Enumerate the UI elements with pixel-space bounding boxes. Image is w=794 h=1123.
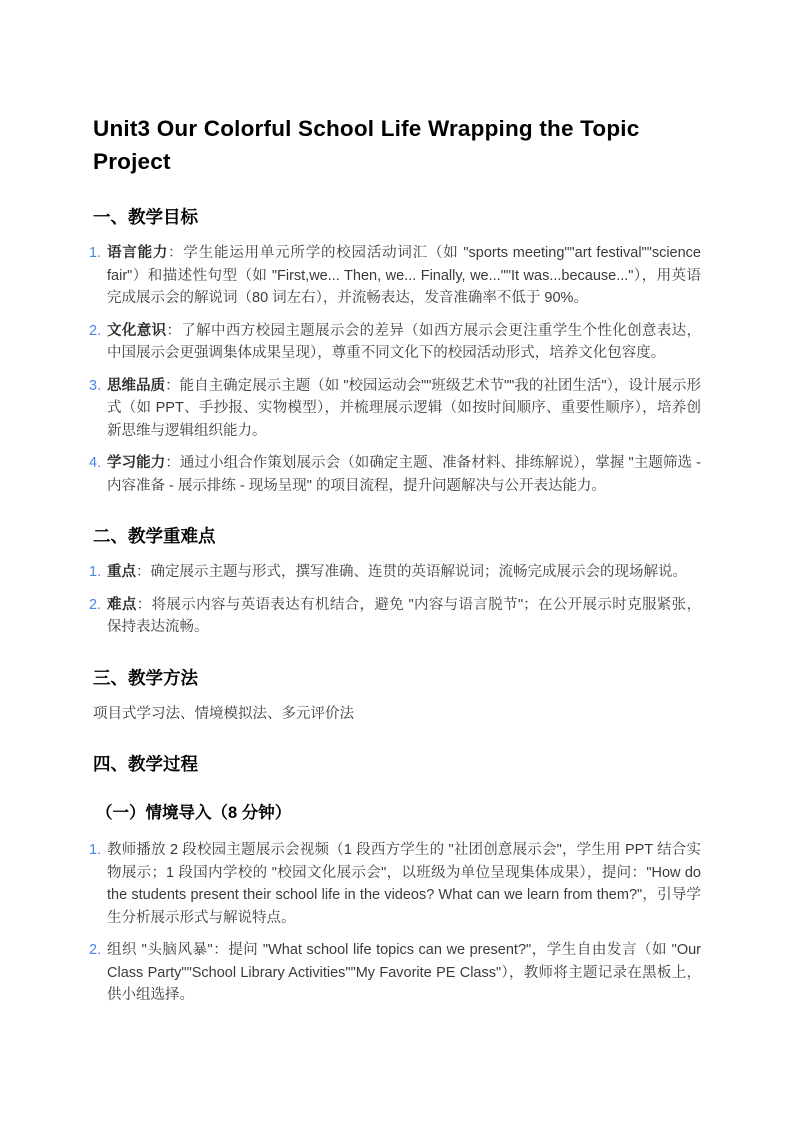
key-points-list xyxy=(89,561,702,639)
list-number: 2. xyxy=(89,596,102,613)
item-term: 难点 xyxy=(107,596,137,613)
section-heading-objectives: 一、教学目标 xyxy=(93,207,198,227)
list-item xyxy=(89,375,701,443)
list-number: 4. xyxy=(89,455,102,471)
item-body: 组织 "头脑风暴"：提问 "What school life topics can we present?"，学生自由发言（如 "Our Class Party""School Library Activities""My Favorite PE Class"），教师将主题记录在黑板上，供小组选择。 xyxy=(107,942,701,1003)
section-heading-key-points: 二、教学重难点 xyxy=(93,526,216,546)
item-text xyxy=(107,839,701,929)
subsection-heading-lead-in: （一）情境导入（8 分钟） xyxy=(96,804,292,822)
item-text xyxy=(107,242,701,310)
item-body: ：将展示内容与英语表达有机结合，避免 "内容与语言脱节"；在公开展示时克服紧张，保持表达流畅。 xyxy=(107,596,702,635)
item-text xyxy=(107,375,701,443)
document-content xyxy=(89,112,702,1007)
doc-title: Unit3 Our Colorful School Life Wrapping the Topic Project xyxy=(93,116,640,174)
lead-in-list xyxy=(89,839,701,1007)
section-heading-process: 四、教学过程 xyxy=(93,754,198,774)
item-body: ：能自主确定展示主题（如 "校园运动会""班级艺术节""我的社团生活"），设计展示形式（如 PPT、手抄报、实物模型），并梳理展示逻辑（如按时间顺序、重要性顺序），培养创新思维与逻辑组织能力。 xyxy=(107,377,701,439)
list-number: 2. xyxy=(89,942,102,958)
item-term: 文化意识 xyxy=(107,322,167,339)
list-number: 1. xyxy=(89,842,102,858)
item-term: 学习能力 xyxy=(107,455,166,471)
list-item xyxy=(89,242,701,310)
item-text xyxy=(107,594,701,639)
item-term: 重点 xyxy=(107,564,136,580)
item-body: ：了解中西方校园主题展示会的差异（如西方展示会更注重学生个性化创意表达，中国展示会更强调集体成果呈现），尊重不同文化下的校园活动形式，培养文化包容度。 xyxy=(107,322,701,361)
objectives-list xyxy=(89,242,702,497)
item-body: ：确定展示主题与形式，撰写准确、连贯的英语解说词；流畅完成展示会的现场解说。 xyxy=(136,564,687,580)
list-item xyxy=(89,561,701,584)
item-term: 思维品质 xyxy=(107,377,166,394)
list-number: 3. xyxy=(89,377,102,394)
item-body: ：学生能运用单元所学的校园活动词汇（如 "sports meeting""art festival""science fair"）和描述性句型（如 "First,we... Then, we... Finally, we...""It was...because..."），用英语完成展示会的解说词（80 词左右），并流畅表达，发音准确率不低于 90%。 xyxy=(107,245,701,306)
list-item xyxy=(89,939,701,1007)
item-text xyxy=(107,320,701,365)
list-item xyxy=(89,320,701,365)
list-item xyxy=(89,594,702,639)
section-heading-methods: 三、教学方法 xyxy=(93,667,198,688)
item-term: 语言能力 xyxy=(107,245,169,261)
list-number: 2. xyxy=(89,322,102,339)
item-body: 教师播放 2 段校园主题展示会视频（1 段西方学生的 "社团创意展示会"，学生用 PPT 结合实物展示；1 段国内学校的 "校园文化展示会"，以班级为单位呈现集体成果），提问："How do the students present their school life in the videos? What can we learn from them?"，引导学生分析展示形式与解说特点。 xyxy=(107,842,701,926)
list-number: 1. xyxy=(89,245,102,261)
item-body: ：通过小组合作策划展示会（如确定主题、准备材料、排练解说），掌握 "主题筛选 - 内容准备 - 展示排练 - 现场呈现" 的项目流程，提升问题解决与公开表达能力。 xyxy=(107,455,702,494)
list-item xyxy=(89,452,702,497)
item-text xyxy=(107,939,701,1007)
list-item xyxy=(89,839,701,929)
item-text xyxy=(107,561,701,584)
methods-text: 项目式学习法、情境模拟法、多元评价法 xyxy=(93,705,354,722)
list-number: 1. xyxy=(89,564,102,580)
item-text xyxy=(107,452,701,497)
